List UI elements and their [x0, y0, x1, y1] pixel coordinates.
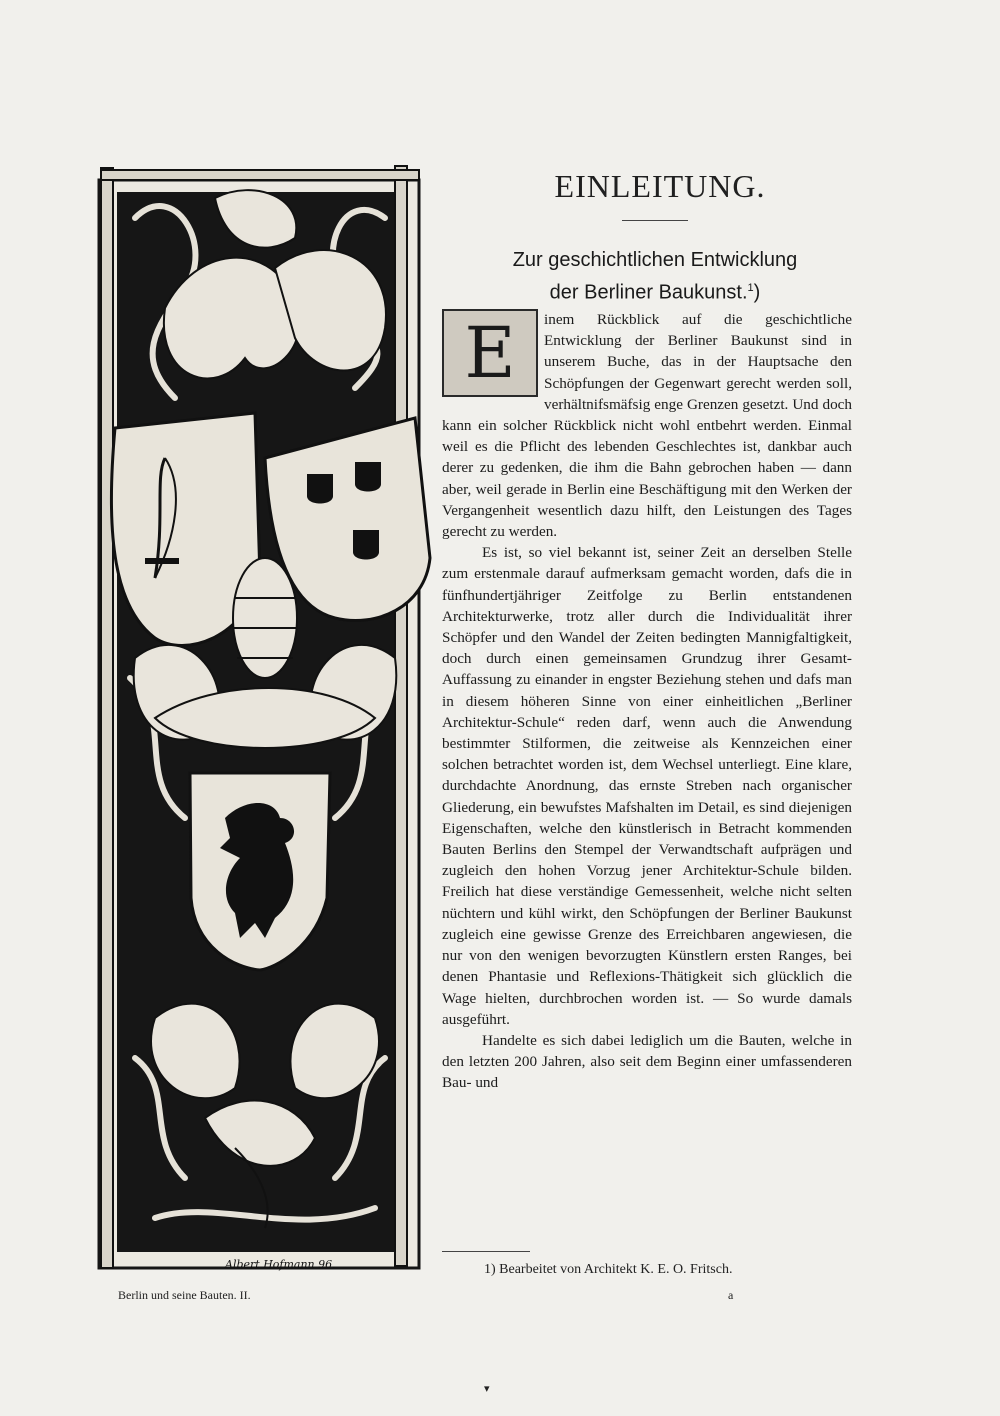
subtitle-line-2-text: der Berliner Baukunst.	[549, 281, 748, 304]
heraldic-ornament-illustration	[95, 158, 433, 1283]
dropcap-letter: E	[464, 312, 516, 394]
artist-signature: Albert Hofmann 96.	[225, 1258, 336, 1271]
subtitle-line-1: Zur geschichtlichen Entwicklung	[512, 249, 798, 271]
paragraph: Handelte es sich dabei lediglich um die Bauten, welche in den letzten 200 Jahren, also seit dem Beginn einer umfassenderen Bau- und	[442, 1031, 852, 1092]
footnote-divider	[442, 1251, 530, 1252]
paragraph: inem Rückblick auf die geschichtliche Entwicklung der Berliner Baukunst sind in unserem Buche, das in der Hauptsache den Schöpfungen der Gegenwart gerecht werden soll, verhältnifsmäfsig enge Grenzen gesetzt. Und doch kann ein solcher Rückblick nicht wohl entbehrt werden. Einmal weil es die Pflicht des lebenden Geschlechtes ist, dankbar auch derer zu gedenken, die ihm die Bahn gebrochen haben — dann aber, weil gerade in Berlin eine Beschäftigung mit den Werken der Vergangenheit wesentlich dazu hilft, den Leistungen des Tages gerecht zu werden.	[442, 311, 852, 541]
body-text	[442, 309, 852, 1094]
printer-mark: ▾	[484, 1383, 490, 1395]
heading-divider	[622, 220, 688, 221]
footnote: 1) Bearbeitet von Architekt K. E. O. Fritsch.	[484, 1262, 733, 1277]
subtitle-line-2	[470, 274, 840, 307]
subtitle-closing: )	[753, 281, 761, 304]
footnote-marker: 1	[747, 282, 754, 294]
chapter-heading: EINLEITUNG.	[554, 168, 766, 204]
ornament-svg	[95, 158, 433, 1283]
decorated-initial	[442, 309, 538, 397]
section-subtitle	[470, 246, 840, 307]
book-title-footer: Berlin und seine Bauten. II.	[118, 1288, 251, 1302]
page-number: a	[728, 1288, 734, 1302]
paragraph: Es ist, so viel bekannt ist, seiner Zeit an derselben Stelle zum erstenmale darauf aufmerksam gemacht worden, dafs die in fünfhundertjähriger Zeitfolge zu Berlin entstandenen Architekturwerke, trotz aller durch die Individualität ihrer Schöpfer und den Wandel der Zeiten bedingten Mannigfaltigkeit, doch durch einen gemeinsamen Grundzug ihrer Gesamt-Auffassung zu einander in engster Beziehung stehen und dafs man in diesem höheren Sinne von einer einheitlichen „Berliner Architektur-Schule“ reden darf, wenn auch die Anwendung bestimmter Stilformen, die zeitweise als Kennzeichen einer solchen betrachtet worden ist, dem Wechsel unterliegt. Eine klare, durchdachte Anordnung, das ernste Streben nach organischer Gliederung, ein bewufstes Mafshalten im Detail, es sind diejenigen Eigenschaften, welche den künstlerisch in Betracht kommenden Bauten Berlins den Stempel der Verwandtschaft aufprägen und zugleich den hohen Vorzug jener Architektur-Schule bilden. Freilich hat diese verständige Gemessenheit, welche nicht selten nüchtern und kühl wirkt, den Schöpfungen der Berliner Baukunst zugleich eine gewisse Grenze des Erreichbaren angewiesen, die nur von den wenigen bevorzugten Künstlern ersten Ranges, bei denen Phantasie und Reflexions-Thätigkeit sich glücklich die Wage hielten, durchbrochen worden ist. — So wurde damals ausgeführt.	[442, 544, 852, 1028]
